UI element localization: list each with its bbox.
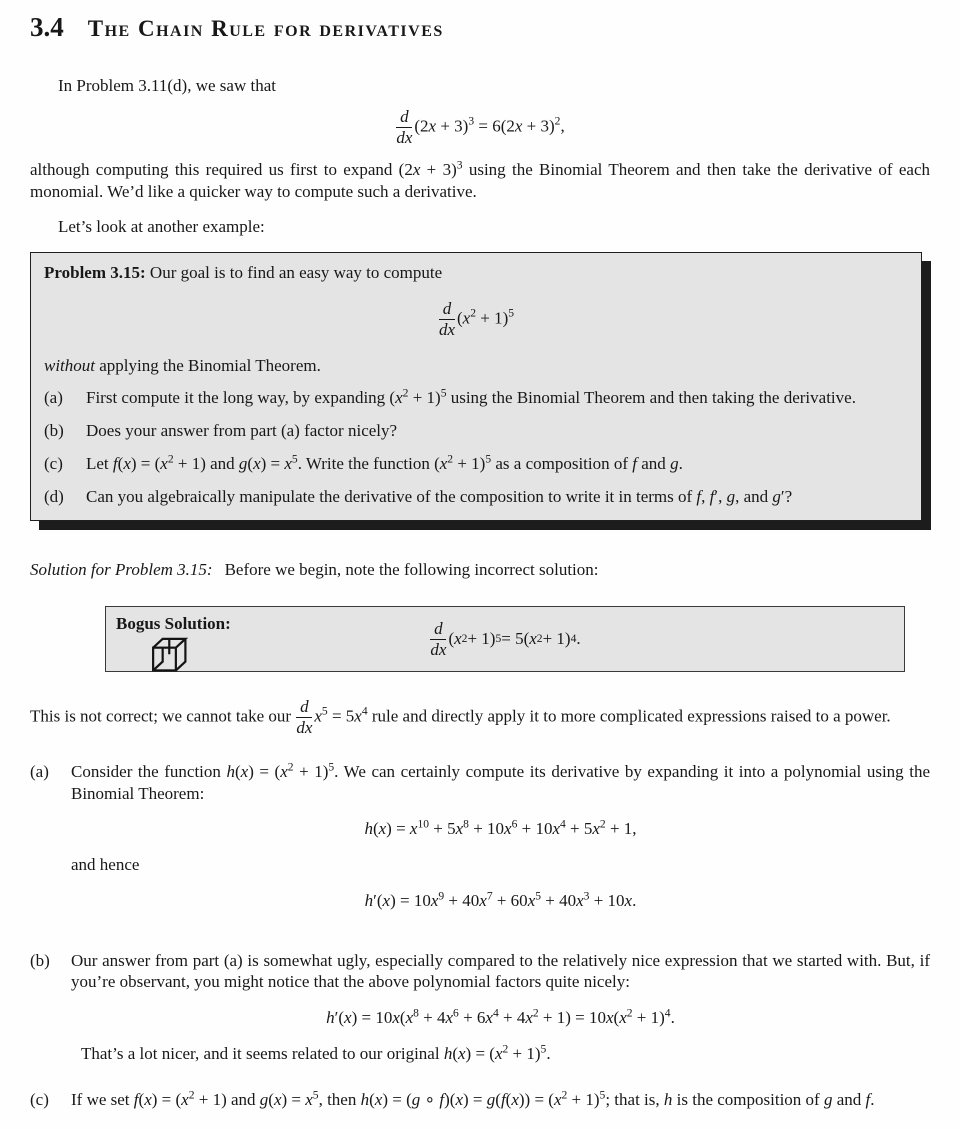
solution-part-c <box>30 1089 930 1111</box>
lets-look-paragraph: Let’s look at another example: <box>58 217 265 237</box>
impossible-box-icon <box>148 635 326 681</box>
solution-part-body <box>71 761 930 926</box>
bogus-solution-label: Bogus Solution: <box>116 614 231 634</box>
problem-equation: $\frac{d}{dx}$ $(x^2 + 1)^5$ <box>438 298 515 339</box>
solution-part-label: (a) <box>30 761 49 781</box>
intro-paragraph: In Problem 3.11(d), we saw that <box>58 75 276 95</box>
solution-part-label: (b) <box>30 950 50 970</box>
problem-item-text: Let $f(x) = (x^2 + 1)$ and $g(x) = x^5$. Write the function $(x^2 + 1)^5$ as a composition of f and g. <box>86 452 683 473</box>
solution-lead-italic: Solution for Problem 3.15: <box>30 560 213 580</box>
problem-item-label: (d) <box>44 486 64 506</box>
problem-item-text: Does your answer from part (a) factor nicely? <box>86 421 398 441</box>
problem-item-c <box>44 453 908 475</box>
solution-b-text: Our answer from part (a) is somewhat ugly, especially compared to the relatively nice expression that we started with. But, if you’re observant, you might notice that the above polynomial factors quite nicely: <box>71 950 930 992</box>
expand-paragraph: although computing this required us first to expand $(2x + 3)^3$ using the Binomial Theorem and then take the derivative of each monomial. We’d like a quicker way to compute such a derivative. <box>30 158 930 201</box>
solution-b-followup: That’s a lot nicer, and it seems related to our original $h(x) = (x^2 + 1)^5$. <box>81 1042 551 1063</box>
equation-h-expanded: $h(x) = x^{10} + 5x^8 + 10x^6 + 10x^4 + 5x^2 + 1$, <box>364 817 637 839</box>
solution-part-label: (c) <box>30 1089 49 1109</box>
problem-item-text: Can you algebraically manipulate the derivative of the composition to write it in terms of f, f′, g, and g′? <box>86 486 793 506</box>
not-correct-paragraph: This is not correct; we cannot take our $\frac{d}{dx}$ $x^5 = 5x^4$ rule and directly apply it to more complicated expressions raised to a power. <box>30 697 891 738</box>
bogus-left-column <box>116 613 326 681</box>
solution-c-text: If we set $f(x) = (x^2 + 1)$ and $g(x) = x^5$, then h(x) = (g ∘ $f)(x) = g(f(x)) = (x^2 + 1)^5$; that is, h is the composition of g and f. <box>71 1087 875 1109</box>
bogus-equation: $\frac{d}{dx}$ ( x 2 + 1) 5 = 5( x 2 + 1) 4 . <box>430 618 581 659</box>
equation-h-prime-factored: $h'(x) = 10x(x^8 + 4x^6 + 6x^4 + 4x^2 + 1) = 10x(x^2 + 1)^4$. <box>326 1006 675 1028</box>
solution-part-a <box>30 761 930 926</box>
problem-item-a <box>44 387 908 409</box>
equation-chain-example: $\frac{d}{dx}$ $(2x + 3)^3 = 6(2x + 3)^2$, <box>396 107 565 148</box>
problem-item-label: (b) <box>44 421 64 441</box>
problem-item-text: First compute it the long way, by expanding $(x^2 + 1)^5$ using the Binomial Theorem and then taking the derivative. <box>86 386 856 408</box>
solution-lead <box>30 559 930 581</box>
problem-item-label: (c) <box>44 453 63 473</box>
solution-part-body <box>71 1089 930 1111</box>
section-header <box>30 10 930 45</box>
solution-part-body <box>71 950 930 1065</box>
section-title: The Chain Rule for derivatives <box>87 16 444 41</box>
problem-without-line: without applying the Binomial Theorem. <box>44 355 321 375</box>
problem-item-d <box>44 486 908 508</box>
problem-label: Problem 3.15: <box>44 263 146 283</box>
problem-statement-text: Our goal is to find an easy way to compute <box>145 263 443 283</box>
equation-h-prime: $h'(x) = 10x^9 + 40x^7 + 60x^5 + 40x^3 + 10x$. <box>364 889 637 910</box>
problem-item-label: (a) <box>44 388 63 408</box>
problem-box <box>30 252 922 521</box>
problem-item-b <box>44 420 908 442</box>
section-number: 3.4 <box>30 12 64 42</box>
and-hence-line: and hence <box>71 855 140 875</box>
problem-statement <box>44 262 908 284</box>
solution-a-text: Consider the function $h(x) = (x^2 + 1)^5$. We can certainly compute its derivative by expanding it into a polynomial using the Binomial Theorem: <box>71 760 930 803</box>
solution-lead-rest: Before we begin, note the following incorrect solution: <box>224 560 599 580</box>
solution-part-b <box>30 950 930 1065</box>
bogus-solution-box <box>105 606 905 672</box>
